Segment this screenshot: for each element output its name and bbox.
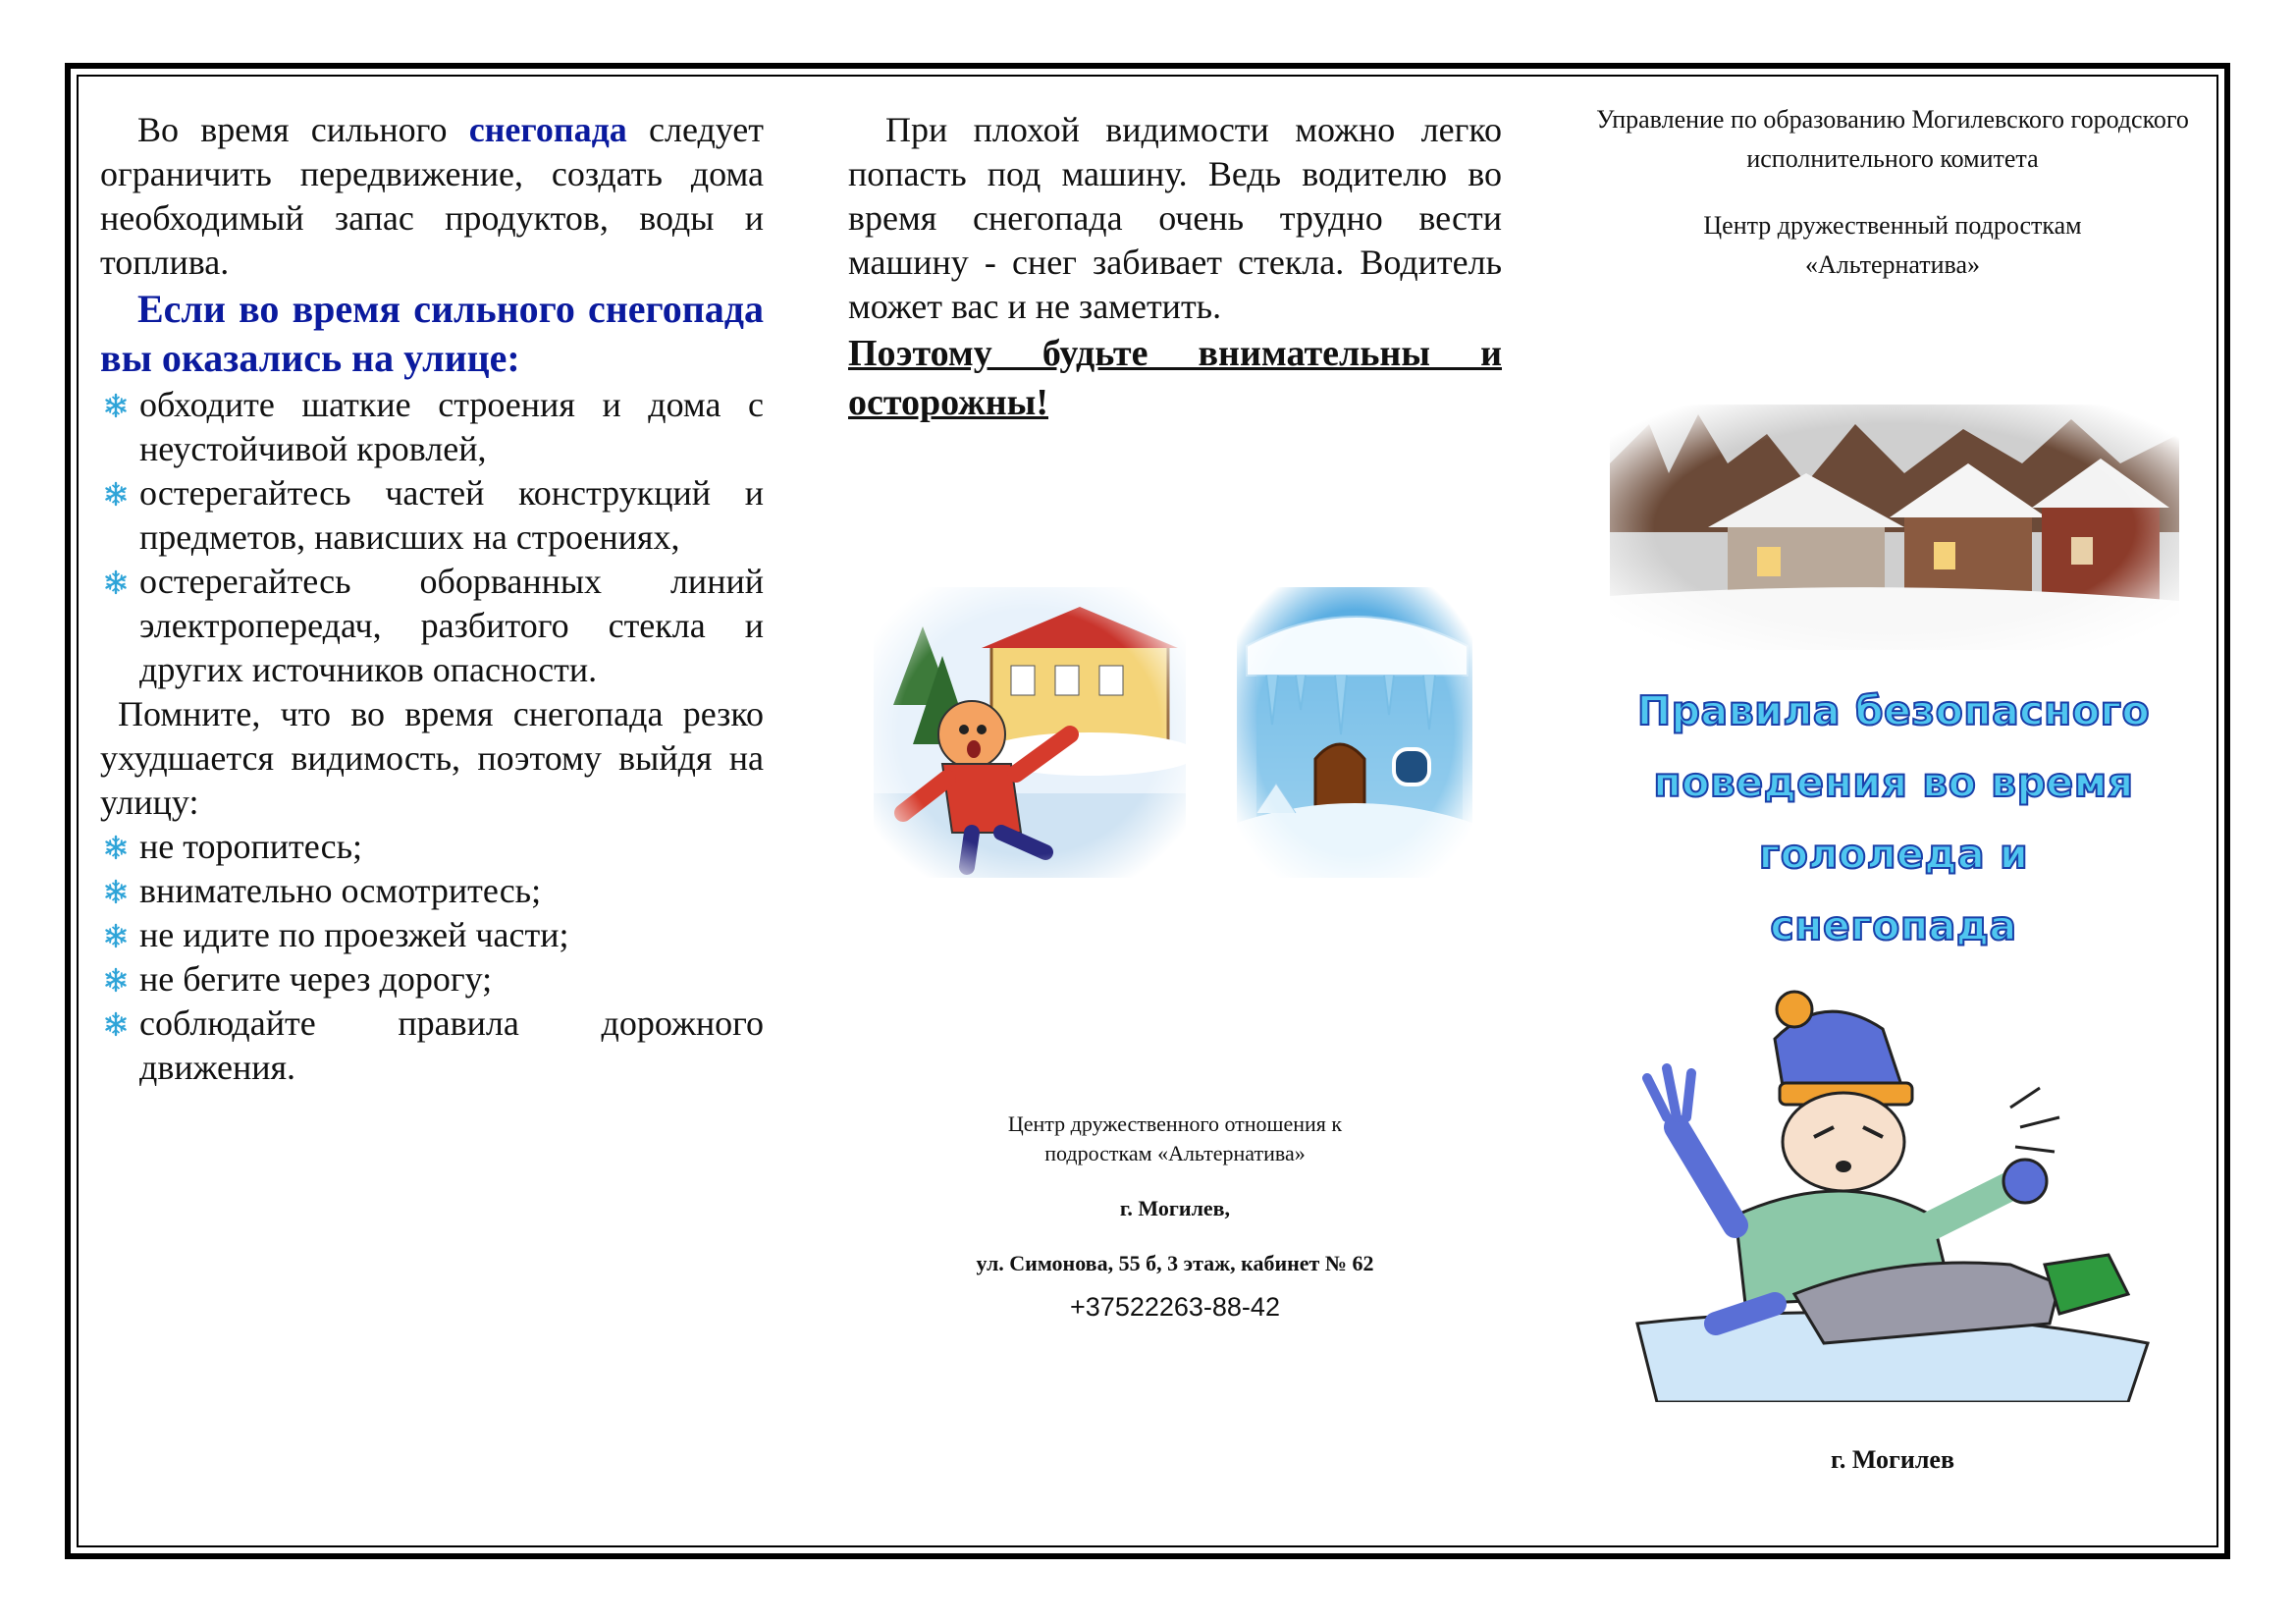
intro-text: Во время сильного bbox=[137, 110, 469, 149]
snowflake-icon bbox=[100, 869, 132, 913]
list-item bbox=[100, 471, 764, 560]
snowflake-icon bbox=[100, 1001, 132, 1046]
list-item-text: остерегайтесь оборванных линий электропередач, разбитого стекла и других источников опасности. bbox=[139, 562, 764, 689]
contact-block bbox=[848, 1110, 1502, 1322]
boy-slipping-illustration bbox=[1598, 970, 2167, 1402]
list-item bbox=[100, 383, 764, 471]
snowflake-icon bbox=[100, 913, 132, 957]
list-item bbox=[100, 825, 764, 869]
brochure-title bbox=[1575, 676, 2213, 962]
intro-text-rest: следует ограничить передвижение, создать дома необходимый запас продуктов, воды и топлива. bbox=[100, 110, 764, 282]
snowflake-icon bbox=[100, 957, 132, 1001]
contact-address: ул. Симонова, 55 б, 3 этаж, кабинет № 62 bbox=[976, 1251, 1374, 1275]
illustrations bbox=[874, 587, 1482, 882]
warning-text: Поэтому будьте внимательны и осторожны! bbox=[848, 333, 1502, 423]
contact-city: г. Могилев, bbox=[1119, 1196, 1231, 1220]
list-item-text: остерегайтесь частей конструкций и предметов, нависших на строениях, bbox=[139, 473, 764, 557]
intro-paragraph bbox=[100, 108, 764, 285]
contact-org: Центр дружественного отношения к подросткам «Альтернатива» bbox=[1007, 1111, 1343, 1165]
snowflake-icon bbox=[100, 383, 132, 427]
street-heading: Если во время сильного снегопада вы оказались на улице: bbox=[100, 287, 764, 380]
remember-paragraph: Помните, что во время снегопада резко ухудшается видимость, поэтому выйдя на улицу: bbox=[100, 694, 764, 822]
contact-phone: +37522263-88-42 bbox=[1070, 1292, 1280, 1322]
list-item-text: обходите шаткие строения и дома с неустойчивой кровлей, bbox=[139, 385, 764, 468]
bullet-list-2 bbox=[100, 825, 764, 1090]
bullet-list-1 bbox=[100, 383, 764, 692]
list-item bbox=[100, 913, 764, 957]
intro-highlight: снегопада bbox=[468, 110, 627, 149]
title-line: гололеда и bbox=[1758, 831, 2029, 878]
snowflake-icon bbox=[100, 825, 132, 869]
list-item bbox=[100, 869, 764, 913]
list-item-text: соблюдайте правила дорожного движения. bbox=[139, 1003, 764, 1087]
list-item-text: не идите по проезжей части; bbox=[139, 915, 569, 954]
list-item bbox=[100, 957, 764, 1001]
department-name: Управление по образованию Могилевского городского исполнительного комитета bbox=[1596, 105, 2189, 173]
list-item bbox=[100, 1001, 764, 1090]
snowflake-icon bbox=[100, 560, 132, 604]
list-item-text: не торопитесь; bbox=[139, 827, 363, 866]
winter-houses-photo bbox=[1610, 405, 2179, 650]
list-item-text: внимательно осмотритесь; bbox=[139, 871, 542, 910]
snowflake-icon bbox=[100, 471, 132, 515]
city-name: г. Могилев bbox=[1830, 1445, 1955, 1474]
child-slipping-illustration bbox=[874, 587, 1186, 878]
right-column-header bbox=[1580, 100, 2205, 285]
list-item-text: не бегите через дорогу; bbox=[139, 959, 493, 999]
ice-house-illustration bbox=[1237, 587, 1472, 878]
title-line: снегопада bbox=[1770, 902, 2017, 949]
visibility-paragraph: При плохой видимости можно легко попасть под машину. Ведь водителю во время снегопада очень трудно вести машину - снег забивает стекла. Водитель может вас и не заметить. bbox=[848, 110, 1502, 326]
list-item bbox=[100, 560, 764, 692]
center-name: Центр дружественный подросткам «Альтернатива» bbox=[1703, 211, 2082, 279]
middle-column bbox=[848, 108, 1502, 427]
title-line: Правила безопасного bbox=[1636, 687, 2151, 734]
title-line: поведения во время bbox=[1653, 759, 2134, 806]
left-column bbox=[100, 108, 764, 1090]
